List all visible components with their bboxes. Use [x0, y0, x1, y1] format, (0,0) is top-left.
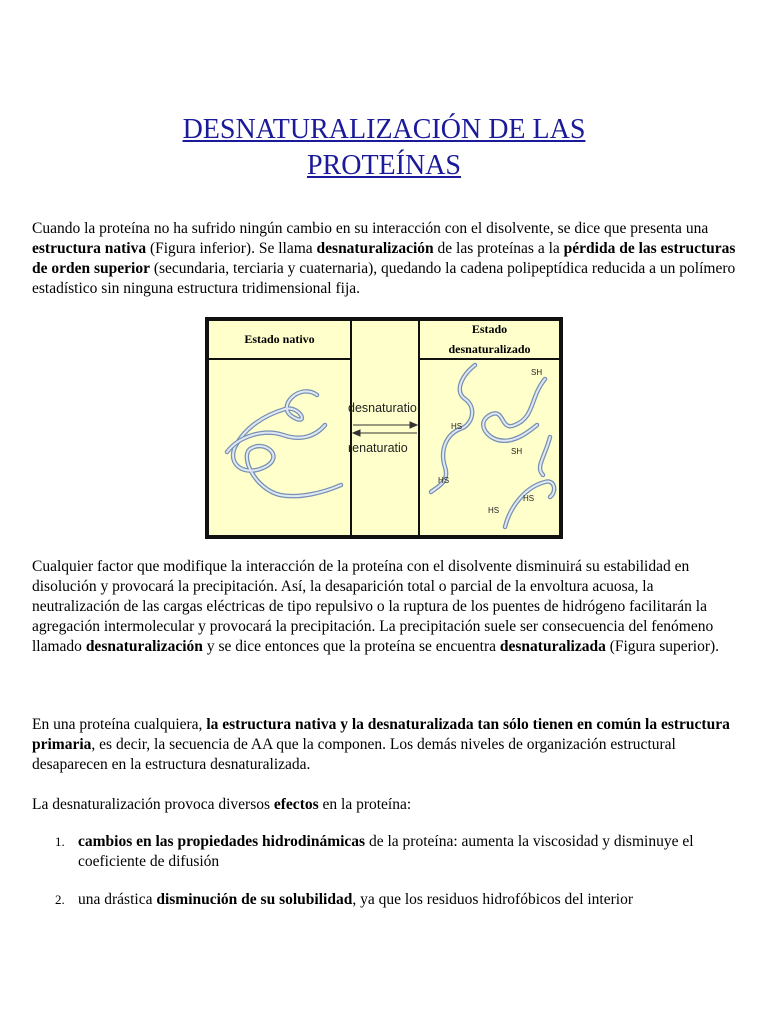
bold-run: estructura nativa [32, 240, 147, 257]
bold-run: desnaturalización [85, 638, 203, 655]
figure-drawing [205, 317, 563, 539]
text-run: (Figura superior). [605, 638, 720, 655]
text-run: una drástica [78, 891, 157, 908]
tag-hs-2: HS [438, 476, 450, 485]
arrow-forward [353, 422, 417, 428]
tag-hs-4: HS [488, 506, 500, 515]
text-run: de la proteína: aumenta la viscosidad y disminuye el coeficiente de difusión [78, 833, 694, 870]
tag-sh-2: SH [511, 447, 523, 456]
bold-run: desnaturalización [316, 240, 434, 257]
paragraph-intro [32, 219, 740, 299]
paragraph-precipitation [32, 557, 740, 657]
bold-run: desnaturalizada [499, 638, 606, 655]
tag-hs-1: HS [451, 422, 463, 431]
bold-run: disminución de su solubilidad [156, 891, 353, 908]
text-run: Cuando la proteína no ha sufrido ningún cambio en su interacción con el disolvente, se dice que presenta una [32, 220, 709, 237]
text-run: , ya que los residuos hidrofóbicos del interior [352, 891, 633, 908]
text-run: En una proteína cualquiera, [32, 716, 207, 733]
text-run: , es decir, la secuencia de AA que la componen. Los demás niveles de organización estructural desaparecen en la estructura desnaturalizada. [32, 736, 676, 773]
header-native: Estado nativo [244, 332, 315, 346]
bold-run: efectos [273, 796, 319, 813]
list-text [78, 832, 738, 872]
tag-sh-1: SH [531, 368, 543, 377]
bold-run: la estructura nativa y la desnaturalizada tan sólo tienen en común la estructura primaria [32, 716, 730, 753]
header-denatured-2: desnaturalizado [448, 342, 531, 356]
list-number: 2. [55, 892, 65, 907]
paragraph-primary-structure [32, 715, 740, 775]
text-run: (secundaria, terciaria y cuaternaria), quedando la cadena polipeptídica reducida a un polímero estadístico sin ninguna estructura tridimensional fija. [32, 260, 736, 297]
header-denatured-1: Estado [471, 322, 508, 336]
text-run: de las proteínas a la [433, 240, 564, 257]
text-run: y se dice entonces que la proteína se encuentra [202, 638, 500, 655]
arrow-label-renaturation: renaturatio [348, 441, 408, 455]
native-chain [227, 391, 341, 496]
title-line-1: DESNATURALIZACIÓN DE LAS [182, 114, 586, 145]
arrow-backward [353, 430, 417, 436]
text-run: La desnaturalización provoca diversos [32, 796, 274, 813]
text-run: (Figura inferior). Se llama [146, 240, 317, 257]
text-run: Cualquier factor que modifique la interacción de la proteína con el disolvente disminuirá su estabilidad en disolución y provocará la precipitación. Así, la desaparición total o parcial de la envoltura acuosa, la neutralización de las cargas eléctricas de tipo repulsivo o la ruptura de los puentes de hidrógeno facilitarán la agregación intermolecular y provocará la precipitación. La precipitación suele ser consecuencia del fenómeno llamado [32, 558, 714, 655]
arrow-label-denaturation: desnaturatio [348, 401, 417, 415]
list-number: 1. [55, 834, 65, 849]
tag-hs-3: HS [523, 494, 535, 503]
bold-run: cambios en las propiedades hidrodinámicas [78, 833, 366, 850]
denatured-chains [431, 365, 554, 527]
denaturation-figure [205, 317, 563, 539]
title-line-2: PROTEÍNAS [306, 150, 461, 181]
text-run: en la proteína: [318, 796, 412, 813]
bold-run: pérdida de las estructuras de orden superior [32, 240, 736, 277]
page-title [0, 112, 768, 184]
paragraph-effects [32, 795, 740, 815]
list-text [78, 890, 738, 910]
